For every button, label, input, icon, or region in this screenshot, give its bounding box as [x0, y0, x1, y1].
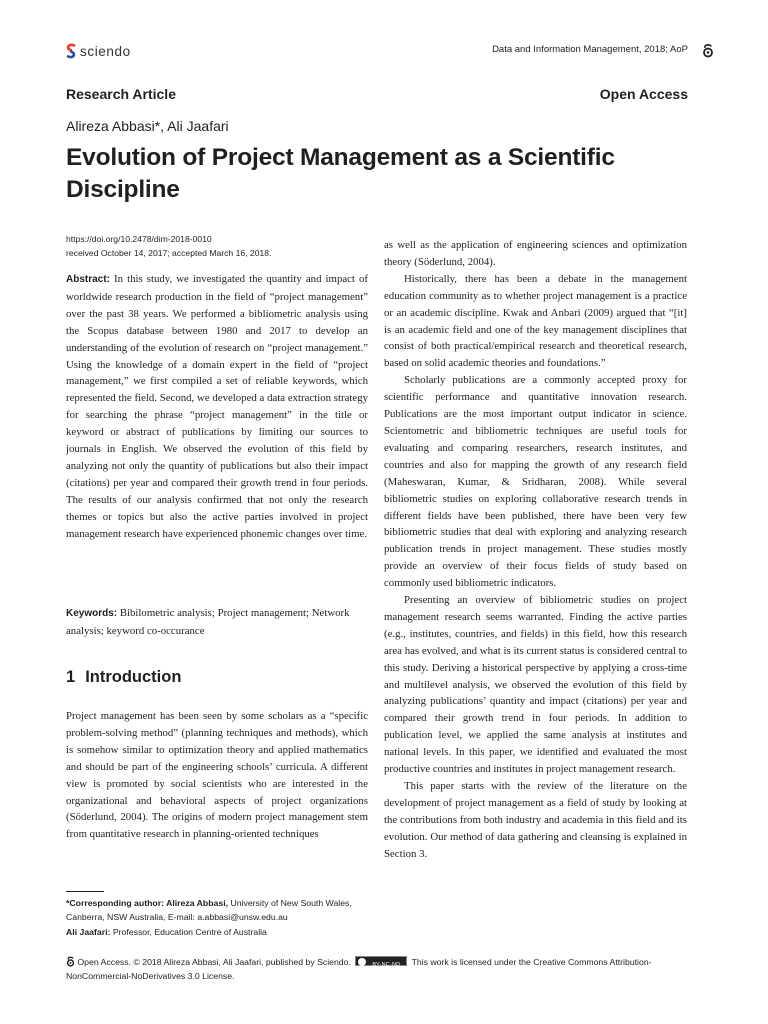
open-access-icon — [66, 956, 75, 967]
second-author-details: Professor, Education Centre of Australia — [110, 926, 267, 937]
cc-license-badge-icon[interactable] — [355, 956, 407, 966]
open-access-icon — [702, 43, 714, 58]
keywords-label: Keywords: — [66, 608, 118, 619]
author-list: Alireza Abbasi*, Ali Jaafari — [66, 118, 229, 134]
abstract — [66, 271, 368, 543]
paragraph: Project management has been seen by some scholars as a “specific problem-solving method” (planning techniques and methods), which is somehow similar to optimization theory and applied mathematics and should be part of the engineering schools’ curricula. A different view is promoted by social scientists who are interested in the organizational and behavioral aspects of project organizations (Söderlund, 2004). The origins of modern project management stem from quantitative research in planning-oriented techniques — [66, 710, 368, 841]
corresponding-author-details: University of New South Wales, Canberra, NSW Australia, E-mail: a.abbasi@unsw.edu.au — [66, 898, 352, 923]
section-number: 1 — [66, 668, 76, 686]
article-title: Evolution of Project Management as a Scientific Discipline — [66, 144, 615, 203]
footnote — [66, 896, 376, 939]
paragraph: as well as the application of engineering sciences and optimization theory (Söderlund, 2004). — [384, 239, 687, 268]
footnote-rule — [66, 891, 104, 892]
keywords — [66, 605, 368, 640]
abstract-text: In this study, we investigated the quantity and impact of worldwide research production in the field of “project management” over the past 38 years. We performed a bibliometric analysis using the Scopus database between 1980 and 2017 to develop an understanding of the evolution of research on “project management.” Using the knowledge of a domain expert in the field of “project management,” we first compiled a set of reliable keywords, which represented the field. Second, we developed a data extraction strategy for searching the phrase “project management” in the title or keyword or abstract of publications by limiting our sources to journals in English. We observed the evolution of this field by analyzing not only the quantity of publications but also their impact (citations) per year and compared their growth trend in four periods. The results of our analysis confirmed that not only the research themes or topics but also the active parties involved in project management research have experienced phonemic changes over time. — [66, 273, 368, 540]
logo-wordmark: sciendo — [80, 43, 131, 59]
article-type-label: Research Article — [66, 86, 176, 102]
sciendo-mark-icon — [66, 43, 76, 59]
section-title: Introduction — [85, 668, 182, 686]
paragraph: Scholarly publications are a commonly accepted proxy for scientific performance and quantitative innovation research. Publications are the most important output indicator in science. Scientometric and bibliometric techniques are useful tools for evaluating and comparing researchers, research institutes, and countries and also for mapping the growth of any research field (Maheswaran, Kumar, & Sridharan, 2008). While several bibliometric studies on exploring collaborative research trends in different fields have been published, there have been very few bibliometric studies that deal with exploring and analyzing research publication trends in project management. These studies mostly provide an overview of their focus fields of study based on commonly used bibliometric indicators. — [384, 374, 687, 590]
journal-citation: Data and Information Management, 2018; AoP — [492, 44, 688, 55]
doi-block — [66, 232, 366, 260]
received-accepted-dates: received October 14, 2017; accepted March 16, 2018. — [66, 248, 272, 258]
second-author-label: Ali Jaafari: — [66, 926, 111, 937]
corresponding-author-label: *Corresponding author: Alireza Abbasi, — [66, 898, 229, 908]
license-statement — [66, 955, 696, 984]
body-column-right — [384, 237, 687, 863]
license-text-copyright: Open Access. © 2018 Alireza Abbasi, Ali Jaafari, published by Sciendo. — [77, 957, 351, 967]
sciendo-logo — [66, 42, 131, 60]
open-access-label: Open Access — [599, 86, 688, 102]
doi-link[interactable]: https://doi.org/10.2478/dim-2018-0010 — [66, 234, 212, 244]
section-heading — [66, 668, 181, 687]
paragraph: Presenting an overview of bibliometric studies on project management research seems warranted. Finding the active parties (e.g., institutes, countries, and fields) in this field, how this research area has evolved, and what is its current status is considered central to this study. Deriving a historical perspective by applying a cross-time and multilevel analysis, we observed the evolution of this field by analyzing publications’ quantity and impact (citations) per year and compared their growth trend in four periods. In addition to publication level, we applied the same analysis at institutes and national levels. In this paper, we identified and evaluated the most productive countries and institutes in project management research. — [384, 594, 687, 776]
paragraph: Historically, there has been a debate in the management education community as to whether project management is a practice or an academic discipline. Kwak and Anbari (2009) argued that “[it] is an academic field and one of the key management disciplines that consist of both practical/empirical research and theoretical research, based on solid academic theories and foundations.” — [384, 272, 687, 370]
keywords-text: Bibilometric analysis; Project management; Network analysis; keyword co-occurance — [66, 607, 350, 637]
cc-badge-text: BY-NC-ND — [372, 962, 401, 968]
intro-column-left — [66, 708, 368, 843]
abstract-label: Abstract: — [66, 274, 110, 285]
paragraph: This paper starts with the review of the literature on the development of project management as a field of study by looking at the contributions from both industry and academia in this field and its evolution. Our method of data gathering and cleansing is explained in Section 3. — [384, 780, 687, 860]
license-text-terms: This work is licensed under the Creative Commons Attribution-NonCommercial-NoDerivatives 3.0 License. — [66, 957, 652, 982]
